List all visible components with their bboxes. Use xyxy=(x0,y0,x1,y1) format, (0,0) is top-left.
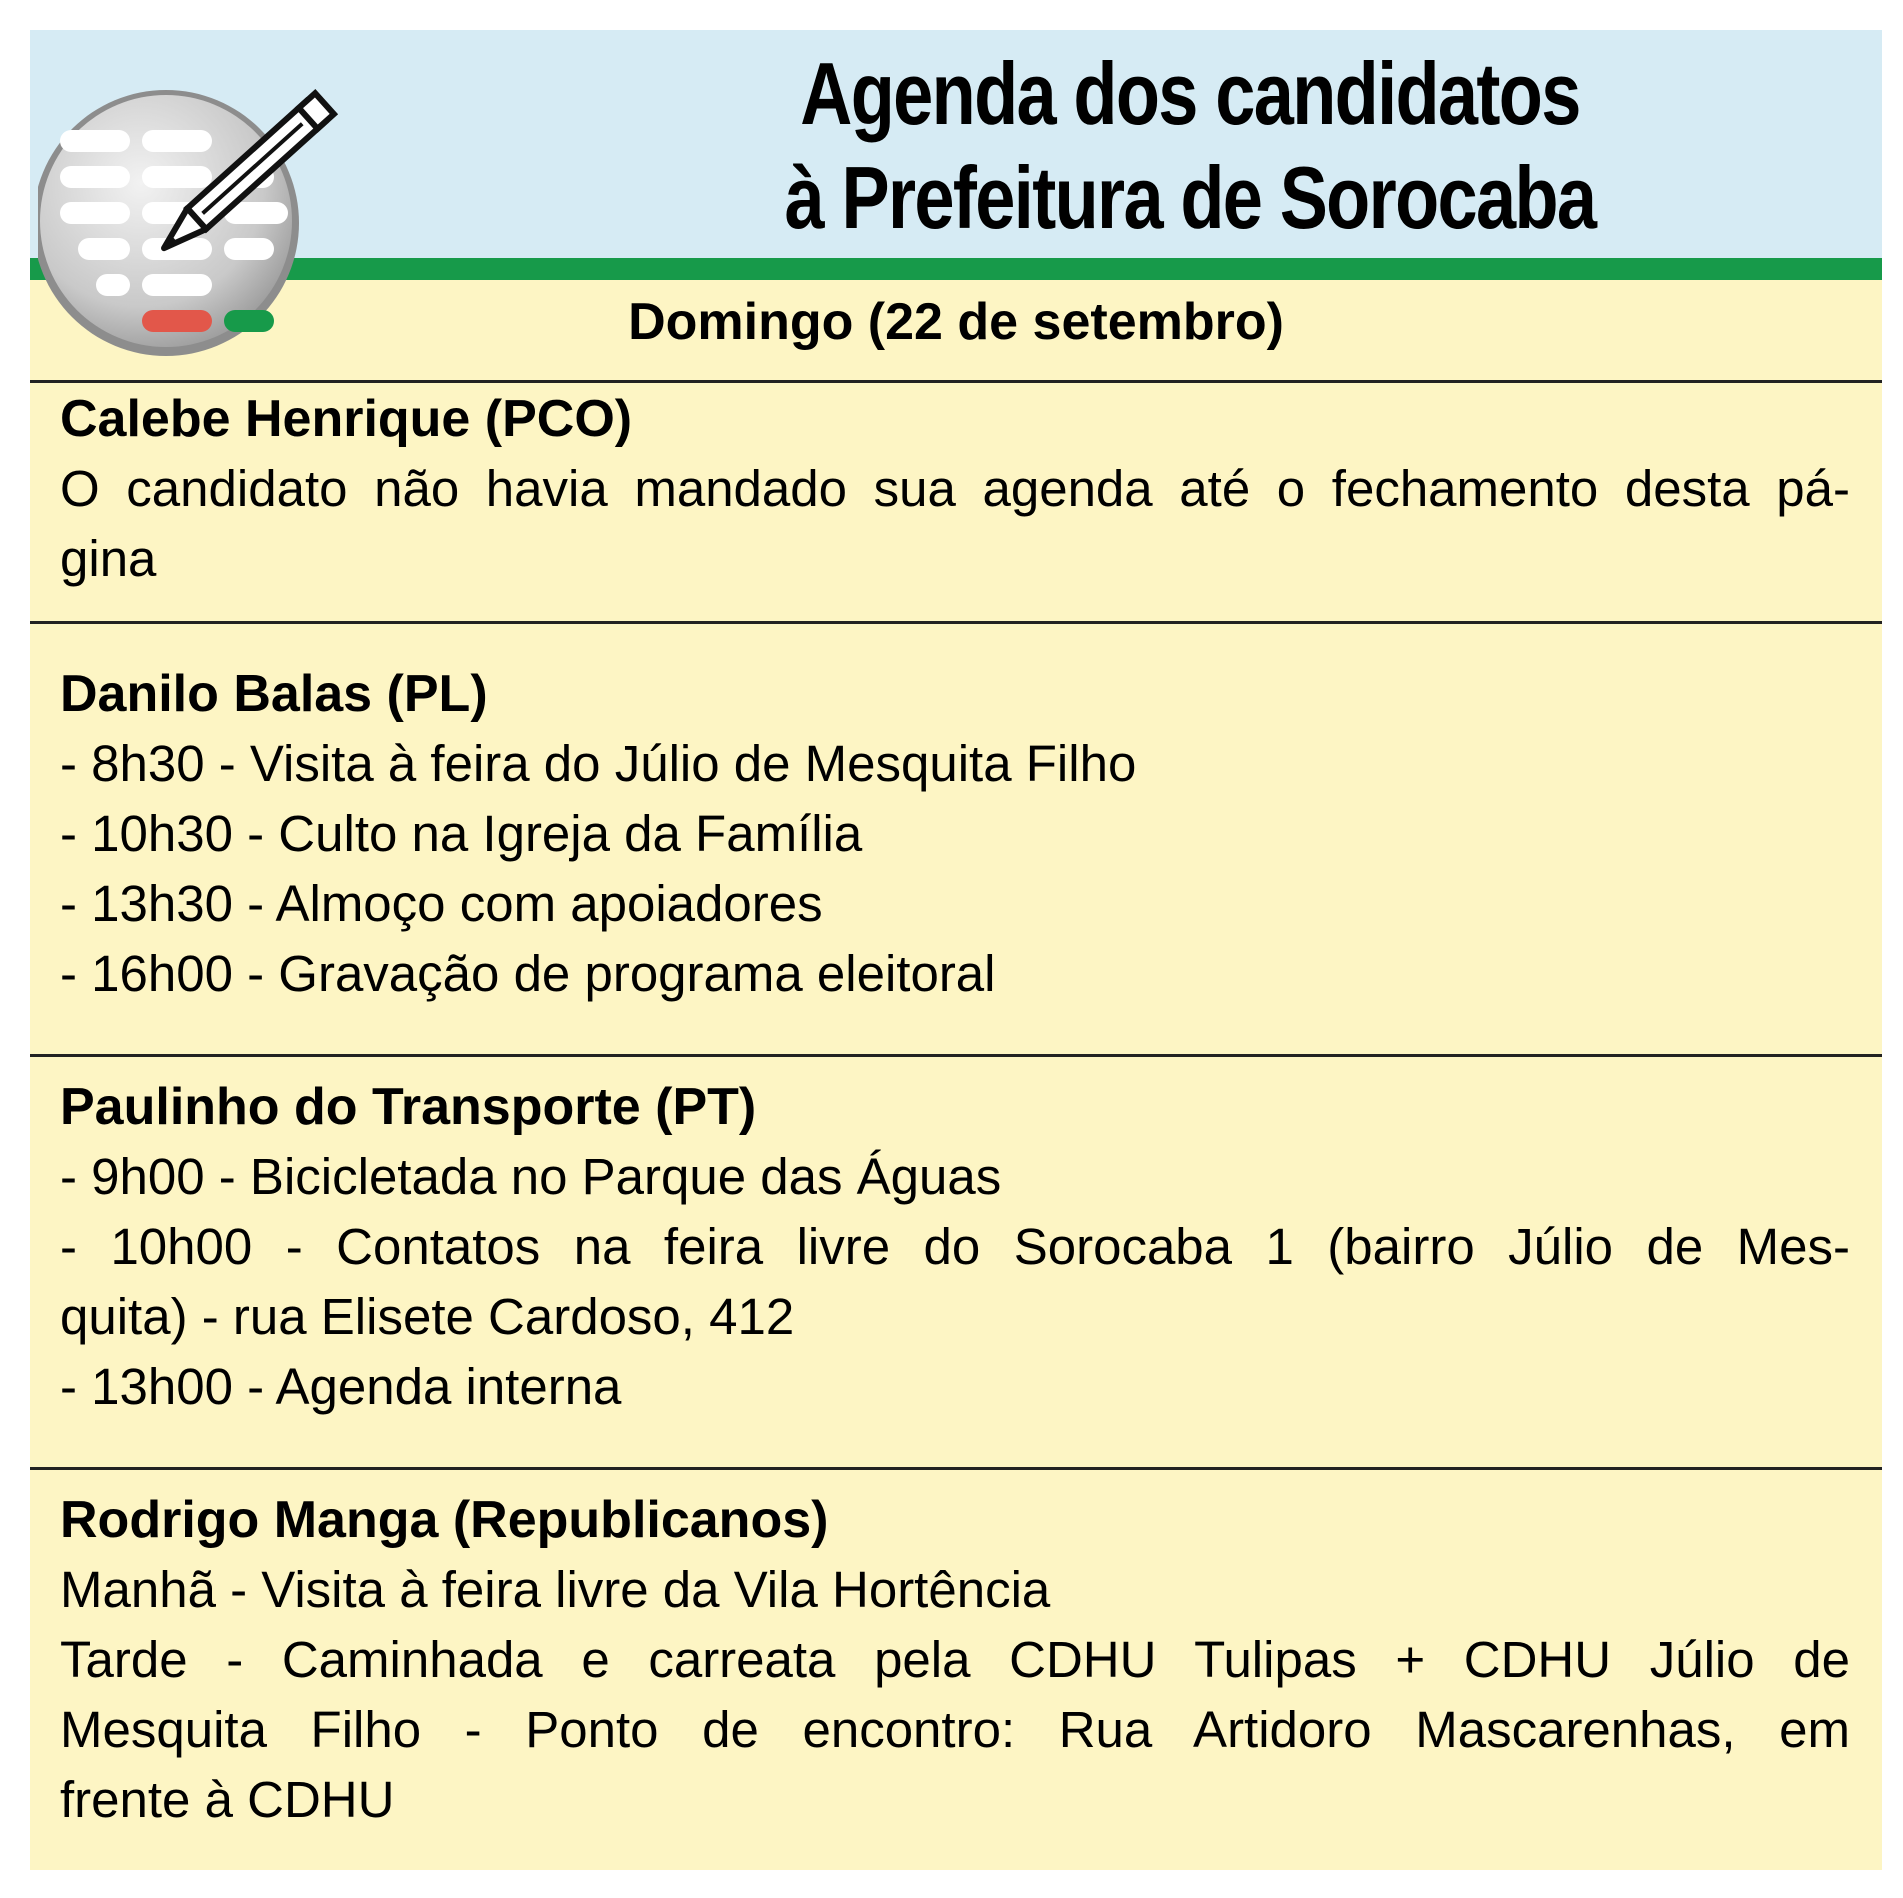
candidate-section-4 xyxy=(30,1467,1882,1870)
agenda-line: - 13h30 - Almoço com apoiadores xyxy=(60,875,823,932)
page-title xyxy=(739,42,1641,250)
agenda-line: Manhã - Visita à feira livre da Vila Hortência xyxy=(60,1561,1051,1618)
candidate-name: Calebe Henrique (PCO) xyxy=(60,390,633,448)
agenda-line: - 13h00 - Agenda interna xyxy=(60,1358,622,1415)
agenda-line: O candidato não havia mandado sua agenda até o fechamento desta pá- xyxy=(60,460,1850,517)
notepad-with-pencil-icon xyxy=(38,88,338,358)
agenda-line: - 10h00 - Contatos na feira livre do Sorocaba 1 (bairro Júlio de Mes- xyxy=(60,1218,1850,1275)
agenda-line: - 16h00 - Gravação de programa eleitoral xyxy=(60,945,996,1002)
day-heading: Domingo (22 de setembro) xyxy=(628,293,1284,351)
candidate-name: Paulinho do Transporte (PT) xyxy=(60,1078,757,1136)
agenda-line: Tarde - Caminhada e carreata pela CDHU Tulipas + CDHU Júlio de xyxy=(60,1631,1850,1688)
title-line-2: à Prefeitura de Sorocaba xyxy=(784,148,1596,247)
candidate-section-1 xyxy=(30,380,1882,621)
agenda-line: gina xyxy=(60,530,157,587)
agenda-line: Mesquita Filho - Ponto de encontro: Rua Artidoro Mascarenhas, em xyxy=(60,1701,1850,1758)
agenda-line: - 8h30 - Visita à feira do Júlio de Mesquita Filho xyxy=(60,735,1137,792)
agenda-line: quita) - rua Elisete Cardoso, 412 xyxy=(60,1288,795,1345)
agenda-line: - 10h30 - Culto na Igreja da Família xyxy=(60,805,863,862)
candidate-section-3 xyxy=(30,1054,1882,1467)
agenda-line: - 9h00 - Bicicletada no Parque das Águas xyxy=(60,1148,1002,1205)
title-line-1: Agenda dos candidatos xyxy=(800,44,1580,143)
candidate-name: Rodrigo Manga (Republicanos) xyxy=(60,1491,829,1549)
candidate-name: Danilo Balas (PL) xyxy=(60,665,488,723)
candidate-section-2 xyxy=(30,621,1882,1054)
agenda-line: frente à CDHU xyxy=(60,1771,395,1828)
